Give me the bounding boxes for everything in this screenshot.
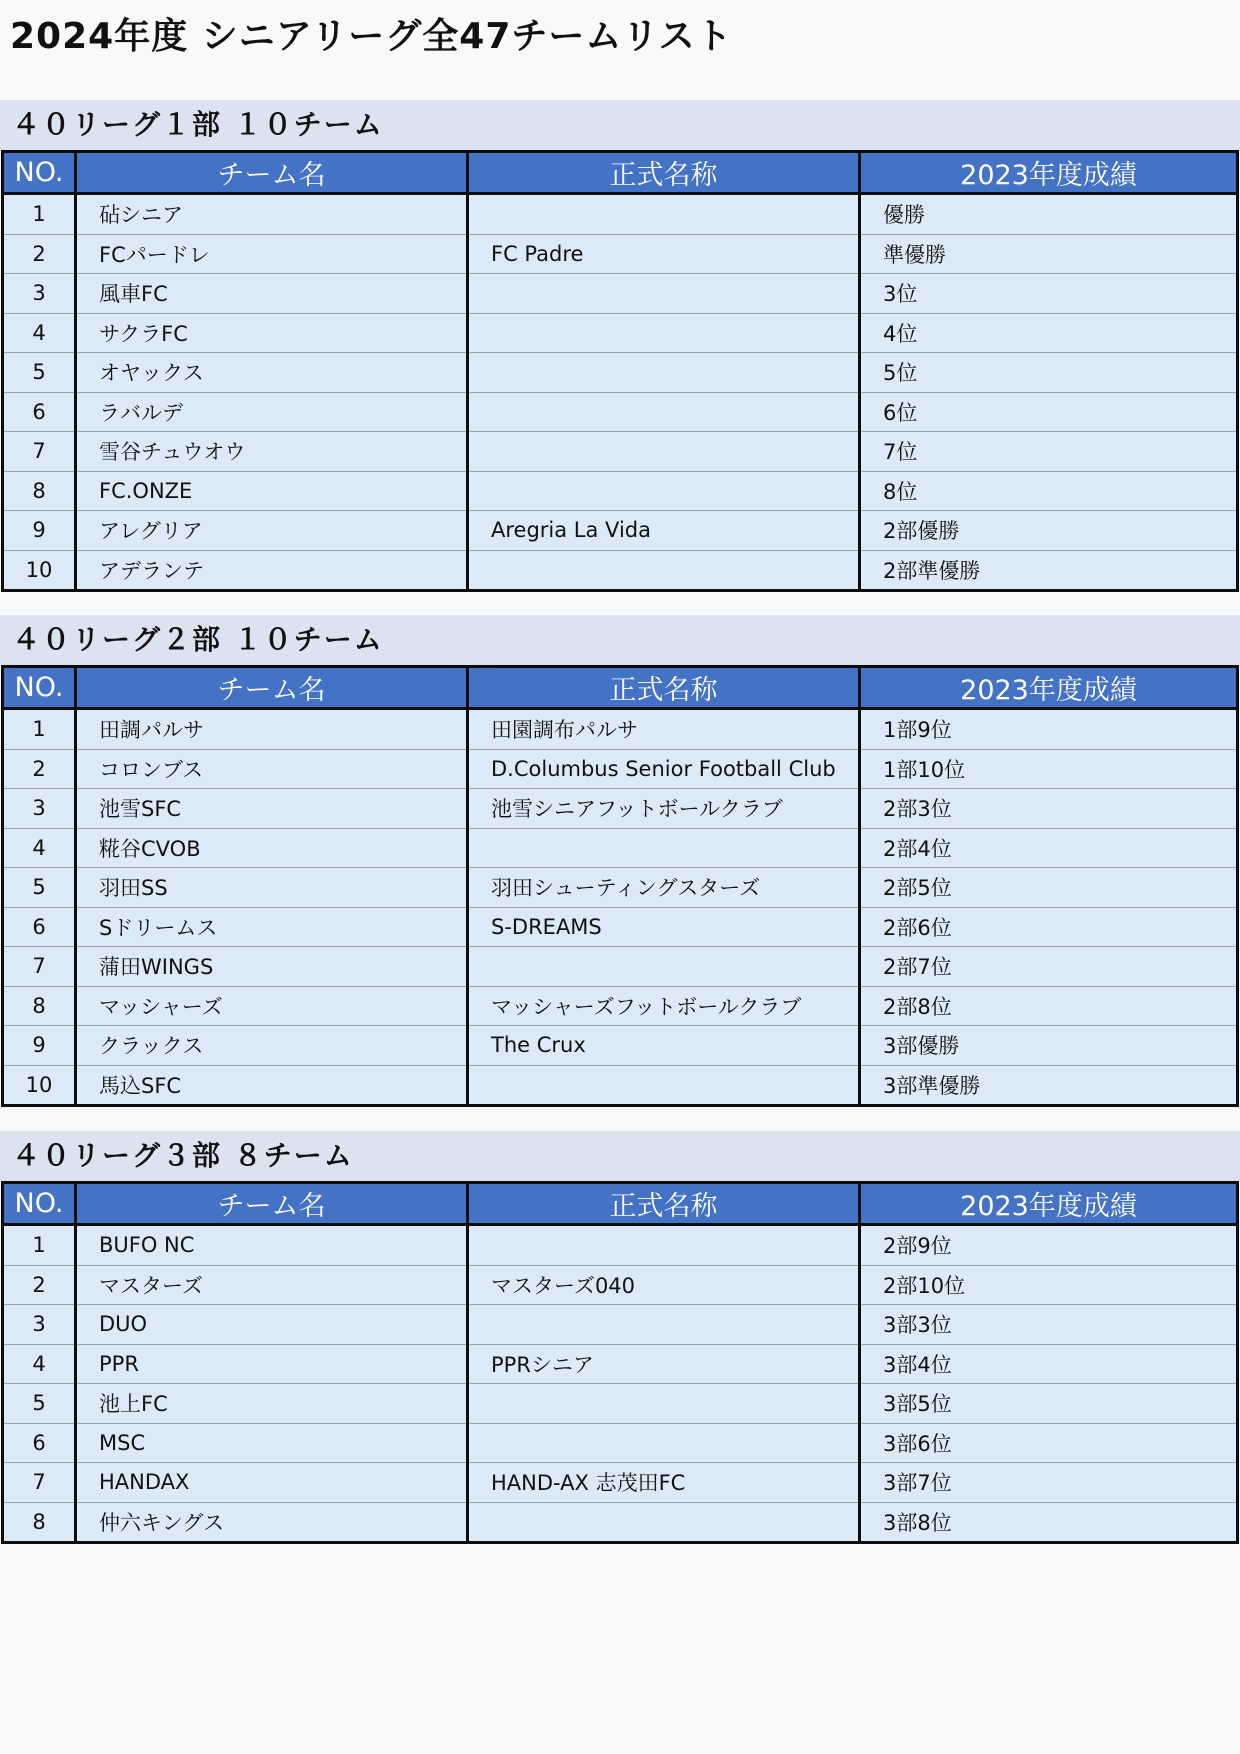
- table-row: [3, 194, 1238, 235]
- column-header-official: 正式名称: [468, 667, 860, 709]
- table-row: [3, 986, 1238, 1026]
- team-name-cell: オヤックス: [76, 353, 468, 393]
- division-1-section: [0, 100, 1240, 592]
- official-name-cell: HAND-AX 志茂田FC: [468, 1463, 860, 1503]
- team-number-cell: 4: [3, 1344, 76, 1384]
- table-row: [3, 1065, 1238, 1106]
- column-header-no: NO.: [3, 152, 76, 194]
- team-number-cell: 6: [3, 1423, 76, 1463]
- official-name-cell: [468, 1225, 860, 1266]
- table-row: [3, 1265, 1238, 1305]
- table-row: [3, 1344, 1238, 1384]
- team-name-cell: 池雪SFC: [76, 789, 468, 829]
- official-name-cell: [468, 313, 860, 353]
- table-row: [3, 749, 1238, 789]
- team-number-cell: 2: [3, 1265, 76, 1305]
- official-name-cell: PPRシニア: [468, 1344, 860, 1384]
- team-name-cell: マッシャーズ: [76, 986, 468, 1026]
- table-row: [3, 1225, 1238, 1266]
- team-number-cell: 8: [3, 471, 76, 511]
- official-name-cell: [468, 1502, 860, 1543]
- official-name-cell: [468, 1065, 860, 1106]
- official-name-cell: [468, 1423, 860, 1463]
- team-name-cell: BUFO NC: [76, 1225, 468, 1266]
- column-header-name: チーム名: [76, 1183, 468, 1225]
- team-name-cell: 雪谷チュウオウ: [76, 432, 468, 472]
- table-row: [3, 1384, 1238, 1424]
- team-number-cell: 5: [3, 868, 76, 908]
- team-number-cell: 6: [3, 907, 76, 947]
- team-number-cell: 2: [3, 749, 76, 789]
- team-name-cell: クラックス: [76, 1026, 468, 1066]
- team-number-cell: 3: [3, 274, 76, 314]
- result-2023-cell: 8位: [860, 471, 1238, 511]
- column-header-official: 正式名称: [468, 152, 860, 194]
- team-number-cell: 3: [3, 789, 76, 829]
- team-name-cell: MSC: [76, 1423, 468, 1463]
- result-2023-cell: 2部4位: [860, 828, 1238, 868]
- official-name-cell: [468, 432, 860, 472]
- team-number-cell: 8: [3, 1502, 76, 1543]
- team-name-cell: ラバルデ: [76, 392, 468, 432]
- team-name-cell: 仲六キングス: [76, 1502, 468, 1543]
- table-row: [3, 868, 1238, 908]
- team-name-cell: サクラFC: [76, 313, 468, 353]
- team-name-cell: DUO: [76, 1305, 468, 1345]
- result-2023-cell: 2部9位: [860, 1225, 1238, 1266]
- column-header-official: 正式名称: [468, 1183, 860, 1225]
- official-name-cell: FC Padre: [468, 234, 860, 274]
- team-number-cell: 7: [3, 1463, 76, 1503]
- official-name-cell: [468, 353, 860, 393]
- result-2023-cell: 優勝: [860, 194, 1238, 235]
- page-title: 2024年度 シニアリーグ全47チームリスト: [10, 16, 733, 57]
- section-heading: ４０リーグ２部 １０チーム: [0, 615, 1240, 665]
- team-number-cell: 6: [3, 392, 76, 432]
- official-name-cell: [468, 194, 860, 235]
- column-header-no: NO.: [3, 667, 76, 709]
- result-2023-cell: 5位: [860, 353, 1238, 393]
- table-row: [3, 947, 1238, 987]
- team-name-cell: HANDAX: [76, 1463, 468, 1503]
- team-name-cell: アデランテ: [76, 550, 468, 591]
- result-2023-cell: 2部10位: [860, 1265, 1238, 1305]
- division-3-section: [0, 1131, 1240, 1544]
- table-body: [3, 709, 1238, 1106]
- result-2023-cell: 7位: [860, 432, 1238, 472]
- column-header-result: 2023年度成績: [860, 1183, 1238, 1225]
- team-name-cell: PPR: [76, 1344, 468, 1384]
- team-number-cell: 8: [3, 986, 76, 1026]
- result-2023-cell: 3部準優勝: [860, 1065, 1238, 1106]
- result-2023-cell: 3部4位: [860, 1344, 1238, 1384]
- team-name-cell: 蒲田WINGS: [76, 947, 468, 987]
- column-header-name: チーム名: [76, 152, 468, 194]
- column-header-result: 2023年度成績: [860, 152, 1238, 194]
- official-name-cell: [468, 471, 860, 511]
- section-heading: ４０リーグ１部 １０チーム: [0, 100, 1240, 150]
- team-name-cell: 田調パルサ: [76, 709, 468, 750]
- official-name-cell: マスターズ040: [468, 1265, 860, 1305]
- result-2023-cell: 2部7位: [860, 947, 1238, 987]
- section-heading: ４０リーグ３部 ８チーム: [0, 1131, 1240, 1181]
- official-name-cell: D.Columbus Senior Football Club: [468, 749, 860, 789]
- team-number-cell: 2: [3, 234, 76, 274]
- team-name-cell: 砧シニア: [76, 194, 468, 235]
- division-2-section: [0, 615, 1240, 1107]
- table-row: [3, 353, 1238, 393]
- team-table: [1, 150, 1239, 592]
- result-2023-cell: 4位: [860, 313, 1238, 353]
- team-number-cell: 1: [3, 194, 76, 235]
- result-2023-cell: 2部6位: [860, 907, 1238, 947]
- team-name-cell: マスターズ: [76, 1265, 468, 1305]
- column-header-no: NO.: [3, 1183, 76, 1225]
- table-header-row: [3, 667, 1238, 709]
- table-row: [3, 511, 1238, 551]
- team-name-cell: Sドリームス: [76, 907, 468, 947]
- table-row: [3, 234, 1238, 274]
- table-body: [3, 194, 1238, 591]
- result-2023-cell: 2部8位: [860, 986, 1238, 1026]
- result-2023-cell: 3位: [860, 274, 1238, 314]
- result-2023-cell: 3部8位: [860, 1502, 1238, 1543]
- table-row: [3, 432, 1238, 472]
- team-name-cell: FCパードレ: [76, 234, 468, 274]
- table-header-row: [3, 1183, 1238, 1225]
- table-row: [3, 1423, 1238, 1463]
- official-name-cell: [468, 550, 860, 591]
- team-number-cell: 10: [3, 550, 76, 591]
- result-2023-cell: 1部9位: [860, 709, 1238, 750]
- table-row: [3, 392, 1238, 432]
- result-2023-cell: 2部3位: [860, 789, 1238, 829]
- column-header-name: チーム名: [76, 667, 468, 709]
- table-row: [3, 907, 1238, 947]
- official-name-cell: 羽田シューティングスターズ: [468, 868, 860, 908]
- result-2023-cell: 準優勝: [860, 234, 1238, 274]
- table-body: [3, 1225, 1238, 1543]
- team-number-cell: 3: [3, 1305, 76, 1345]
- result-2023-cell: 3部6位: [860, 1423, 1238, 1463]
- table-row: [3, 1026, 1238, 1066]
- result-2023-cell: 2部準優勝: [860, 550, 1238, 591]
- team-name-cell: アレグリア: [76, 511, 468, 551]
- team-number-cell: 10: [3, 1065, 76, 1106]
- official-name-cell: [468, 1384, 860, 1424]
- official-name-cell: [468, 828, 860, 868]
- team-name-cell: 羽田SS: [76, 868, 468, 908]
- team-name-cell: 馬込SFC: [76, 1065, 468, 1106]
- table-row: [3, 1305, 1238, 1345]
- official-name-cell: The Crux: [468, 1026, 860, 1066]
- result-2023-cell: 3部5位: [860, 1384, 1238, 1424]
- team-number-cell: 9: [3, 511, 76, 551]
- team-number-cell: 1: [3, 1225, 76, 1266]
- official-name-cell: [468, 1305, 860, 1345]
- table-row: [3, 313, 1238, 353]
- official-name-cell: 田園調布パルサ: [468, 709, 860, 750]
- official-name-cell: [468, 392, 860, 432]
- team-name-cell: 池上FC: [76, 1384, 468, 1424]
- table-header-row: [3, 152, 1238, 194]
- official-name-cell: [468, 947, 860, 987]
- team-number-cell: 9: [3, 1026, 76, 1066]
- result-2023-cell: 3部3位: [860, 1305, 1238, 1345]
- team-number-cell: 5: [3, 353, 76, 393]
- official-name-cell: S-DREAMS: [468, 907, 860, 947]
- team-name-cell: 風車FC: [76, 274, 468, 314]
- official-name-cell: Aregria La Vida: [468, 511, 860, 551]
- team-number-cell: 1: [3, 709, 76, 750]
- table-row: [3, 709, 1238, 750]
- table-row: [3, 789, 1238, 829]
- table-row: [3, 274, 1238, 314]
- table-row: [3, 828, 1238, 868]
- result-2023-cell: 2部5位: [860, 868, 1238, 908]
- result-2023-cell: 2部優勝: [860, 511, 1238, 551]
- team-number-cell: 4: [3, 828, 76, 868]
- table-row: [3, 471, 1238, 511]
- team-name-cell: FC.ONZE: [76, 471, 468, 511]
- result-2023-cell: 3部7位: [860, 1463, 1238, 1503]
- team-number-cell: 5: [3, 1384, 76, 1424]
- team-table: [1, 1181, 1239, 1544]
- team-number-cell: 4: [3, 313, 76, 353]
- result-2023-cell: 1部10位: [860, 749, 1238, 789]
- team-number-cell: 7: [3, 432, 76, 472]
- table-row: [3, 550, 1238, 591]
- result-2023-cell: 3部優勝: [860, 1026, 1238, 1066]
- team-table: [1, 665, 1239, 1107]
- table-row: [3, 1502, 1238, 1543]
- official-name-cell: [468, 274, 860, 314]
- result-2023-cell: 6位: [860, 392, 1238, 432]
- team-name-cell: コロンブス: [76, 749, 468, 789]
- official-name-cell: 池雪シニアフットボールクラブ: [468, 789, 860, 829]
- column-header-result: 2023年度成績: [860, 667, 1238, 709]
- team-number-cell: 7: [3, 947, 76, 987]
- team-name-cell: 糀谷CVOB: [76, 828, 468, 868]
- table-row: [3, 1463, 1238, 1503]
- official-name-cell: マッシャーズフットボールクラブ: [468, 986, 860, 1026]
